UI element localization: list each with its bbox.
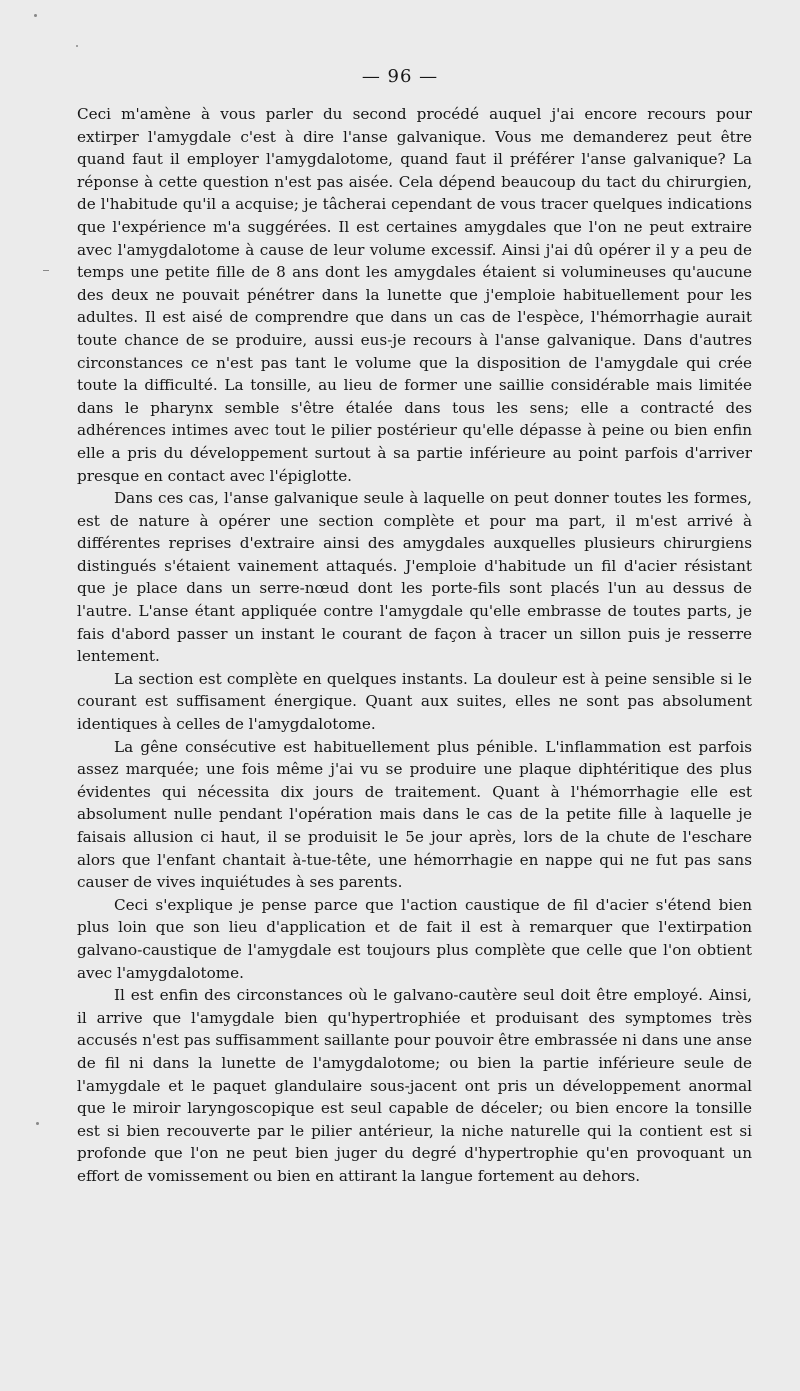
- paragraph-3: La section est complète en quelques instants. La douleur est à peine sensible si le courant est suffisament énergique. Quant aux suites, elles ne sont pas absolument identiques à celles de l'amygdalotome.: [77, 669, 752, 734]
- paragraph-4: La gêne consécutive est habituellement plus pénible. L'inflammation est parfois assez marquée; une fois même j'ai vu se produire une plaque diphtéritique des plus évidentes qui nécessita dix jours de traitement. Quant à l'hémorrhagie elle est absolument nulle pendant l'opération mais dans le cas de la petite fille à laquelle je faisais allusion ci haut, il se produisit le 5e jour après, lors de la chute de l'eschare alors que l'enfant chantait à-tue-tête, une hémorrhagie en nappe qui ne fut pas sans causer de vives inquiétudes à ses parents.: [77, 737, 752, 892]
- paper-speck: [76, 45, 78, 47]
- paragraph-1: Ceci m'amène à vous parler du second procédé auquel j'ai encore recours pour extirper l'amygdale c'est à dire l'anse galvanique. Vous me demanderez peut être quand faut il employer l'amygdalotome, quand faut il préférer l'anse galvanique? La réponse à cette question n'est pas aisée. Cela dépend beaucoup du tact du chirurgien, de l'habitude qu'il a acquise; je tâcherai cependant de vous tracer quelques indications que l'expérience m'a suggérées. Il est certaines amygdales que l'on ne peut extraire avec l'amygdalotome à cause de leur volume excessif. Ainsi j'ai dû opérer il y a peu de temps une petite fille de 8 ans dont les amygdales étaient si volumineuses qu'aucune des deux ne pouvait pénétrer dans la lunette que j'emploie habituellement pour les adultes. Il est aisé de comprendre que dans un cas de l'espèce, l'hémorrhagie aurait toute chance de se produire, aussi eus-je recours à l'anse galvanique. Dans d'autres circonstances ce n'est pas tant le volume que la disposition de l'amygdale qui crée toute la difficulté. La tonsille, au lieu de former une saillie considérable mais limitée dans le pharynx semble s'être étalée dans tous les sens; elle a contracté des adhérences intimes avec tout le pilier postérieur qu'elle dépasse à peine ou bien enfin elle a pris du développement surtout à sa partie inférieure au point parfois d'arriver presque en contact avec l'épiglotte.: [77, 105, 752, 485]
- paragraph-6: Il est enfin des circonstances où le galvano-cautère seul doit être employé. Ainsi, il arrive que l'amygdale bien qu'hypertrophiée et produisant des symptomes très accusés n'est pas suffisamment saillante pour pouvoir être embrassée ni dans une anse de fil ni dans la lunette de l'amygdalotome; ou bien la partie inférieure seule de l'amygdale et le paquet glandulaire sous-jacent ont pris un développement anormal que le miroir laryngoscopique est seul capable de déceler; ou bien encore la tonsille est si bien recouverte par le pilier antérieur, la niche naturelle qui la contient est si profonde que l'on ne peut bien juger du degré d'hypertrophie qu'en provoquant un effort de vomissement ou bien en attirant la langue fortement au dehors.: [77, 986, 752, 1185]
- paragraph-5: Ceci s'explique je pense parce que l'action caustique de fil d'acier s'étend bien plus loin que son lieu d'application et de fait il est à remarquer que l'extirpation galvano-caustique de l'amygdale est toujours plus complète que celle que l'on obtient avec l'amygdalotome.: [77, 895, 752, 982]
- body-text: [77, 103, 752, 1188]
- paper-speck: [36, 1122, 39, 1125]
- page-number: — 96 —: [361, 66, 439, 87]
- paragraph-2: Dans ces cas, l'anse galvanique seule à laquelle on peut donner toutes les formes, est de nature à opérer une section complète et pour ma part, il m'est arrivé à différentes reprises d'extraire ainsi des amygdales auxquelles plusieurs chirurgiens distingués s'étaient vainement attaqués. J'emploie d'habitude un fil d'acier résistant que je place dans un serre-nœud dont les porte-fils sont placés l'un au dessus de l'autre. L'anse étant appliquée contre l'amygdale qu'elle embrasse de toutes parts, je fais d'abord passer un instant le courant de façon à tracer un sillon puis je resserre lentement.: [77, 489, 752, 666]
- paper-speck: [43, 270, 49, 271]
- paper-speck: [34, 14, 37, 17]
